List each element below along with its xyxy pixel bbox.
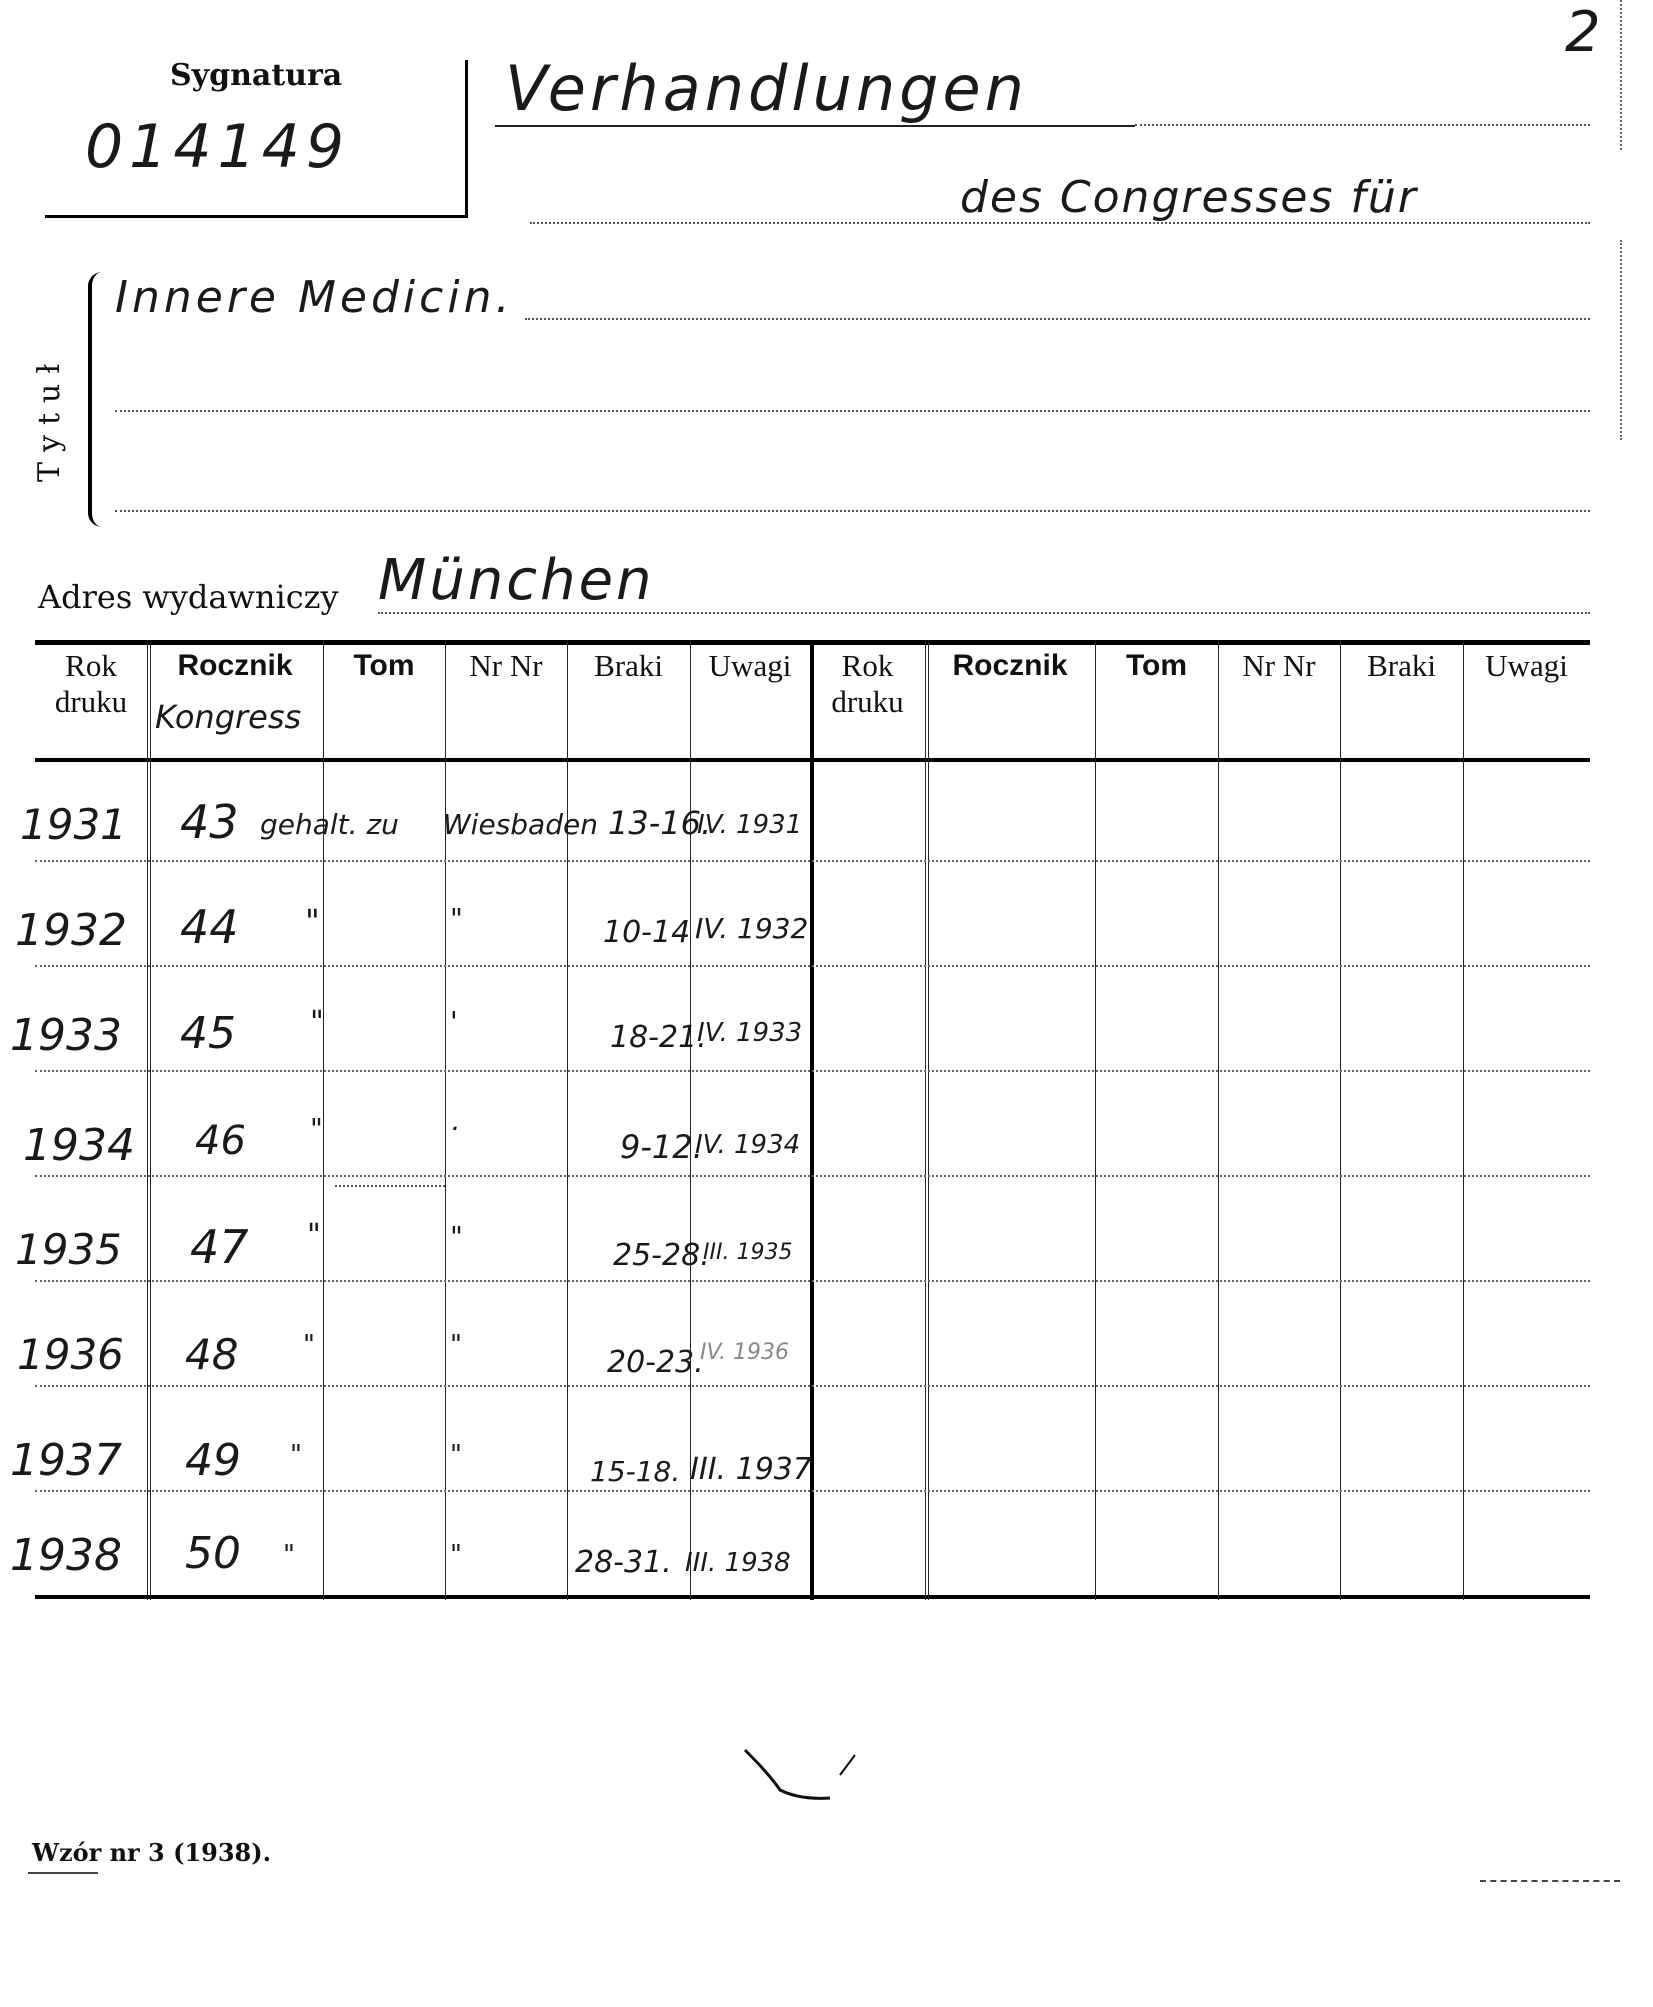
cell-tom: " [305, 902, 320, 940]
cell-uwagi: III. 1938 [685, 1548, 791, 1578]
signature-value: 014149 [85, 112, 351, 182]
publisher-value: München [378, 548, 655, 613]
signature-label: Sygnatura [170, 58, 343, 93]
cell-braki: 15-18. [590, 1455, 681, 1488]
cell-nr: · [450, 1112, 459, 1145]
cell-tom: " [307, 1218, 321, 1253]
title-label-text: Tytuł [32, 353, 67, 482]
ledger-table [10, 640, 1590, 1600]
title-dotted-3 [525, 318, 1590, 320]
row-separator [35, 1175, 1590, 1177]
header-braki-right: Braki [1367, 648, 1436, 683]
header-tom-right: Tom [1125, 649, 1188, 682]
cell-rocznik: 48 [185, 1330, 239, 1379]
cell-uwagi: IV. 1932 [695, 912, 809, 945]
col-divider [147, 640, 151, 1600]
cell-year: 1936 [17, 1330, 124, 1379]
cell-tom: " [310, 1005, 324, 1040]
page-number: 2 [1565, 0, 1601, 65]
cell-year: 1935 [15, 1225, 122, 1274]
cell-braki: 10-14 [603, 915, 691, 950]
publisher-dotted [378, 612, 1590, 614]
cell-year: 1937 [10, 1435, 122, 1486]
check-mark-icon [740, 1740, 880, 1810]
row-separator [35, 1280, 1590, 1282]
cell-braki: 25-28. [613, 1238, 710, 1273]
form-footer: Wzór nr 3 (1938). [32, 1838, 271, 1867]
row-separator [35, 1070, 1590, 1072]
col-divider [1218, 640, 1219, 1600]
cell-year: 1931 [20, 800, 127, 849]
signature-box-right [465, 60, 468, 218]
row-separator [35, 965, 1590, 967]
cell-braki: 9-12. [620, 1128, 703, 1166]
cell-rocznik: 43 [180, 795, 239, 849]
title-line-2: des Congresses für [960, 172, 1418, 223]
cell-rocznik: 50 [185, 1528, 241, 1579]
header-uwagi-right: Uwagi [1485, 648, 1568, 683]
cell-rocznik: 45 [180, 1008, 236, 1059]
cell-rocznik: 46 [195, 1118, 246, 1164]
row-separator [35, 1490, 1590, 1492]
cell-braki: 13-16. [608, 804, 712, 842]
row-underline [335, 1185, 445, 1187]
header-uwagi: Uwagi [708, 648, 792, 683]
cell-uwagi: IV. 1931 [697, 810, 803, 840]
header-braki: Braki [594, 648, 663, 683]
cell-nr: " [450, 1540, 462, 1570]
title-label [32, 354, 67, 482]
cell-rocznik: 47 [190, 1220, 249, 1274]
publisher-label: Adres wydawniczy [38, 578, 339, 616]
title-line-3: Innere Medicin. [115, 272, 514, 323]
cell-nr: " [450, 902, 463, 935]
cell-uwagi: IV. 1936 [700, 1340, 789, 1365]
title-line-1: Verhandlungen [505, 52, 1028, 125]
cell-uwagi: IV. 1933 [697, 1018, 803, 1048]
header-rocznik-sub: Kongress [155, 698, 302, 736]
row-separator [35, 1385, 1590, 1387]
cell-nr: " [450, 1440, 462, 1470]
cell-uwagi: III. 1935 [703, 1240, 793, 1265]
cell-nr: Wiesbaden [443, 808, 598, 841]
header-nr-nr-right: Nr Nr [1242, 648, 1316, 683]
cell-tom: " [310, 1112, 323, 1145]
cell-nr: " [450, 1330, 462, 1360]
edge-perforation [1620, 240, 1622, 440]
header-rocznik: Rocznik [177, 649, 293, 682]
title-dotted-4 [115, 410, 1590, 412]
header-rok-druku-right: Rok druku [831, 648, 904, 719]
footer-rule-right [1480, 1880, 1620, 1882]
cell-rocznik: 49 [185, 1435, 241, 1486]
title-dotted-1 [1135, 124, 1590, 126]
edge-perforation [1620, 0, 1622, 150]
title-underline [495, 125, 1135, 127]
cell-year: 1933 [10, 1010, 122, 1061]
col-divider [445, 640, 446, 1600]
cell-tom: " [303, 1330, 315, 1360]
footer-rule [28, 1872, 98, 1874]
col-divider [567, 640, 568, 1600]
cell-year: 1934 [23, 1120, 135, 1171]
cell-tom: " [283, 1540, 295, 1570]
col-divider [1095, 640, 1096, 1600]
cell-nr: " [450, 1220, 463, 1253]
header-tom: Tom [353, 649, 415, 682]
cell-braki: 28-31. [575, 1545, 672, 1580]
cell-tom: gehalt. zu [260, 808, 399, 841]
header-rok-druku: Rok druku [54, 648, 128, 719]
title-dotted-5 [115, 510, 1590, 512]
title-dotted-2 [530, 222, 1590, 224]
header-rocznik-right: Rocznik [952, 649, 1068, 682]
cell-nr: ' [450, 1005, 458, 1038]
cell-braki: 20-23. [607, 1345, 704, 1380]
col-divider [323, 640, 324, 1600]
col-divider [1340, 640, 1341, 1600]
header-nr-nr: Nr Nr [469, 648, 543, 683]
cell-year: 1932 [15, 905, 127, 956]
cell-uwagi: III. 1937 [690, 1452, 812, 1487]
row-separator [35, 860, 1590, 862]
cell-uwagi: IV. 1934 [695, 1130, 801, 1160]
signature-box-bottom [45, 215, 467, 218]
title-brace [88, 272, 106, 527]
cell-braki: 18-21. [610, 1020, 707, 1055]
col-divider [925, 640, 929, 1600]
col-divider [1463, 640, 1464, 1600]
cell-rocznik: 44 [180, 900, 239, 954]
cell-tom: " [290, 1440, 302, 1470]
cell-year: 1938 [10, 1530, 122, 1581]
